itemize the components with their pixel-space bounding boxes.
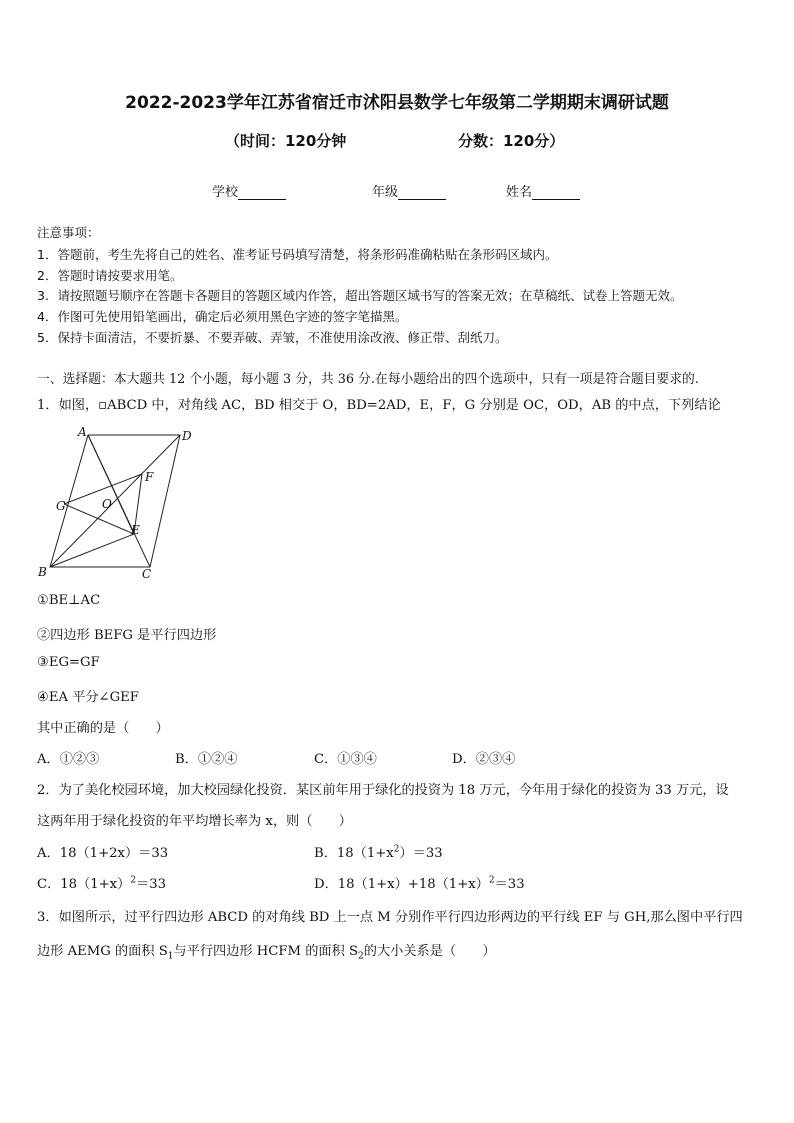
q1-statement: ②四边形 BEFG 是平行四边形 bbox=[37, 628, 217, 643]
school-blank[interactable] bbox=[238, 187, 286, 200]
school-label: 学校 bbox=[212, 185, 239, 200]
page-title: 2022-2023学年江苏省宿迁市沭阳县数学七年级第二学期期末调研试题 bbox=[125, 93, 669, 113]
label-d: D bbox=[182, 429, 192, 443]
q3-line2-c: 的大小关系是（ ） bbox=[363, 944, 496, 959]
q3-line1: 3．如图所示，过平行四边形 ABCD 的对角线 BD 上一点 M 分别作平行四边形两边的平行线 EF 与 GH,那么图中平行四 bbox=[37, 910, 743, 925]
notice-item: 2．答题时请按要求用笔。 bbox=[37, 268, 183, 283]
q2-option-c[interactable] bbox=[37, 873, 166, 892]
grade-blank[interactable] bbox=[398, 187, 446, 200]
q1-prompt: 其中正确的是（ ） bbox=[37, 721, 169, 736]
q1-statement: ①BE⊥AC bbox=[37, 593, 101, 608]
segment-ge bbox=[64, 504, 134, 534]
q2-option-d-exp: 2 bbox=[488, 875, 495, 886]
q2-option-d-pre: D．18（1+x）+18（1+x） bbox=[314, 877, 489, 892]
q3-line2-b: 与平行四边形 HCFM 的面积 S bbox=[173, 944, 359, 959]
q1-option-b[interactable]: B．①②④ bbox=[175, 752, 238, 767]
segment-be bbox=[50, 534, 134, 567]
q3-line2 bbox=[37, 940, 496, 962]
name-field bbox=[506, 181, 580, 200]
name-blank[interactable] bbox=[532, 187, 580, 200]
label-o: O bbox=[102, 497, 112, 511]
q2-line2: 这两年用于绿化投资的年平均增长率为 x，则（ ） bbox=[37, 814, 352, 829]
q2-option-c-post: ＝33 bbox=[136, 877, 167, 892]
name-label: 姓名 bbox=[506, 185, 533, 200]
q2-option-c-exp: 2 bbox=[130, 875, 137, 886]
grade-label: 年级 bbox=[372, 185, 399, 200]
label-c: C bbox=[142, 567, 152, 581]
notice-item: 1．答题前，考生先将自己的姓名、准考证号码填写清楚，将条形码准确粘贴在条形码区域内。 bbox=[37, 247, 558, 262]
q2-option-a[interactable]: A．18（1+2x）＝33 bbox=[37, 846, 169, 861]
label-a: A bbox=[78, 425, 87, 439]
q3-s2-sub: 2 bbox=[358, 951, 364, 962]
q1-stem: 1．如图，▫ABCD 中，对角线 AC，BD 相交于 O，BD=2AD，E，F，G 分别是 OC，OD，AB 的中点，下列结论 bbox=[37, 398, 721, 413]
q2-option-c-pre: C．18（1+x） bbox=[37, 877, 131, 892]
q2-option-d-post: ＝33 bbox=[494, 877, 525, 892]
q1-figure bbox=[34, 424, 204, 584]
q2-line1: 2．为了美化校园环境，加大校园绿化投资．某区前年用于绿化的投资为 18 万元，今年用于绿化的投资为 33 万元，设 bbox=[37, 783, 729, 798]
q2-option-b-exp: 2 bbox=[393, 844, 400, 855]
q1-option-d[interactable]: D．②③④ bbox=[452, 752, 516, 767]
notice-heading: 注意事项： bbox=[37, 225, 100, 240]
exam-score: 分数：120分） bbox=[458, 132, 565, 150]
q3-s1-sub: 1 bbox=[167, 951, 174, 962]
grade-field bbox=[372, 181, 446, 200]
school-field bbox=[212, 181, 286, 200]
q2-option-b-pre: B．18（1+x bbox=[314, 846, 394, 861]
q3-line2-a: 边形 AEMG 的面积 S bbox=[37, 944, 168, 959]
label-b: B bbox=[38, 565, 47, 579]
q2-option-b-post: ）＝33 bbox=[399, 846, 443, 861]
label-e: E bbox=[131, 523, 140, 537]
q2-option-d[interactable] bbox=[314, 873, 525, 892]
exam-time: （时间：120分钟 bbox=[225, 132, 347, 150]
notice-item: 5．保持卡面清洁，不要折暴、不要弄破、弄皱，不准使用涂改液、修正带、刮纸刀。 bbox=[37, 330, 508, 345]
q1-statement: ④EA 平分∠GEF bbox=[37, 690, 139, 705]
segment-ea bbox=[88, 435, 134, 534]
label-g: G bbox=[56, 499, 66, 513]
notice-item: 3．请按照题号顺序在答题卡各题目的答题区域内作答，超出答题区域书写的答案无效；在草稿纸、试卷上答题无效。 bbox=[37, 288, 683, 303]
q1-option-c[interactable]: C．①③④ bbox=[314, 752, 377, 767]
section1-heading: 一、选择题：本大题共 12 个小题，每小题 3 分，共 36 分.在每小题给出的四个选项中，只有一项是符合题目要求的. bbox=[37, 372, 699, 387]
label-f: F bbox=[145, 470, 154, 484]
q1-option-a[interactable]: A．①②③ bbox=[37, 752, 100, 767]
q1-statement: ③EG=GF bbox=[37, 655, 100, 670]
q2-option-b[interactable] bbox=[314, 842, 443, 861]
notice-item: 4．作图可先使用铅笔画出，确定后必须用黑色字迹的签字笔描黑。 bbox=[37, 309, 408, 324]
